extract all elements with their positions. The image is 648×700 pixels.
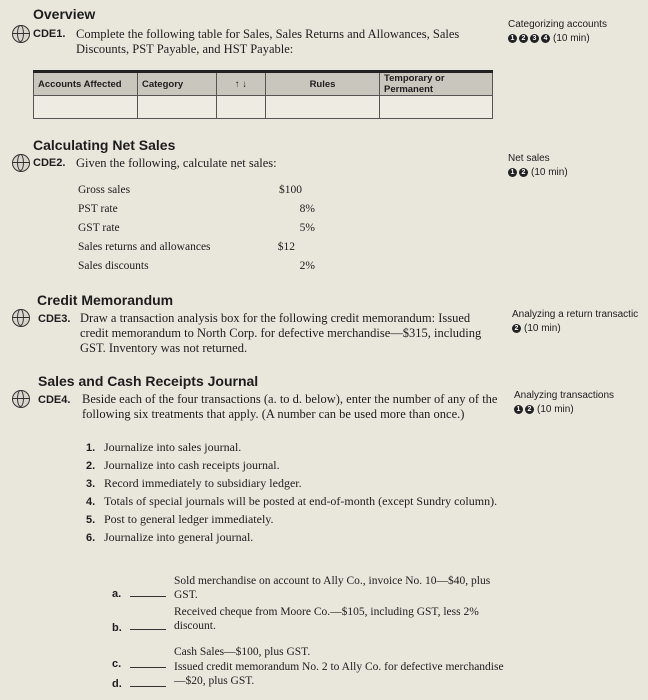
difficulty-dots	[512, 324, 521, 333]
cde1-side-title: Categorizing accounts	[508, 19, 607, 30]
cde1-code: CDE1.	[33, 28, 66, 40]
cde2-text: Given the following, calculate net sales:	[76, 156, 277, 170]
list-text: Journalize into general journal.	[104, 530, 254, 544]
cde2-code: CDE2.	[33, 157, 66, 169]
globe-icon	[12, 154, 30, 172]
answer-blank[interactable]	[130, 584, 166, 597]
transaction-letter: d.	[112, 678, 122, 690]
transaction-text: Sold merchandise on account to Ally Co., invoice No. 10—$40, plus GST.	[174, 575, 491, 601]
dot-icon: 1	[508, 34, 517, 43]
cde2-side-meta	[508, 166, 648, 179]
dot-icon: 4	[541, 34, 550, 43]
list-item	[86, 512, 506, 528]
cde4-time: (10 min)	[537, 404, 574, 415]
table-cell[interactable]	[380, 96, 493, 119]
list-number: 1.	[86, 442, 96, 454]
list-item	[86, 458, 506, 474]
net-row-value: 5%	[299, 222, 315, 234]
section-title-net-sales: Calculating Net Sales	[33, 137, 176, 153]
list-text: Journalize into sales journal.	[104, 440, 242, 454]
section-title-journal: Sales and Cash Receipts Journal	[38, 373, 259, 389]
transaction-text: Received cheque from Moore Co.—$105, including GST, less 2% discount.	[174, 606, 479, 632]
cde1-time: (10 min)	[553, 33, 590, 44]
net-row-label: PST rate	[78, 203, 118, 215]
list-text: Record immediately to subsidiary ledger.	[104, 476, 302, 490]
cde4-code: CDE4.	[38, 394, 71, 406]
difficulty-dots	[508, 34, 550, 43]
table-header: Temporary or Permanent	[380, 72, 493, 96]
net-row-label: Sales discounts	[78, 260, 149, 272]
cde4-side-title: Analyzing transactions	[514, 390, 615, 401]
treatment-list	[86, 440, 506, 548]
list-number: 6.	[86, 532, 96, 544]
cde1-side-meta	[508, 32, 648, 45]
dot-icon: 2	[519, 34, 528, 43]
table-cell[interactable]	[266, 96, 380, 119]
globe-icon	[12, 25, 30, 43]
transaction-letter: b.	[112, 622, 122, 634]
cde2-time: (10 min)	[531, 167, 568, 178]
cde1-text: Complete the following table for Sales, Sales Returns and Allowances, Sales Discounts, PST Payable, and HST Payable:	[76, 27, 460, 56]
net-row-label: GST rate	[78, 222, 120, 234]
table-row	[34, 96, 493, 119]
net-row-value: 8%	[299, 203, 315, 215]
dot-icon: 2	[525, 405, 534, 414]
cde3-text: Draw a transaction analysis box for the following credit memorandum: Issued credit memorandum to North Corp. for defective merchandise—$315, including GST. Inventory was not returned.	[80, 311, 482, 355]
dot-icon: 1	[508, 168, 517, 177]
dot-icon: 1	[514, 405, 523, 414]
list-item	[86, 440, 506, 456]
table-header: Rules	[266, 72, 380, 96]
list-number: 3.	[86, 478, 96, 490]
globe-icon	[12, 390, 30, 408]
answer-blank[interactable]	[130, 617, 166, 630]
net-row-label: Gross sales	[78, 184, 131, 196]
list-item	[86, 476, 506, 492]
list-text: Journalize into cash receipts journal.	[104, 458, 280, 472]
transaction-letter: a.	[112, 588, 122, 600]
list-item	[86, 494, 506, 510]
list-text: Post to general ledger immediately.	[104, 512, 274, 526]
difficulty-dots	[514, 405, 534, 414]
cde3-code: CDE3.	[38, 313, 71, 325]
table-header: Category	[138, 72, 217, 96]
cde3-time: (10 min)	[524, 323, 561, 334]
table-cell[interactable]	[138, 96, 217, 119]
list-number: 4.	[86, 496, 96, 508]
list-number: 5.	[86, 514, 96, 526]
net-row-value: 2%	[299, 260, 315, 272]
cde4-text: Beside each of the four transactions (a. to d. below), enter the number of any of the following six treatments that apply. (A number can be used more than once.)	[82, 392, 498, 421]
table-header: ↑ ↓	[217, 72, 266, 96]
table-header: Accounts Affected	[34, 72, 138, 96]
cde3-side-title: Analyzing a return transactic	[512, 309, 639, 320]
categorizing-table	[33, 70, 493, 119]
answer-blank[interactable]	[130, 655, 166, 668]
dot-icon: 2	[519, 168, 528, 177]
list-number: 2.	[86, 460, 96, 472]
list-item	[86, 530, 506, 546]
transaction-letter: c.	[112, 658, 122, 670]
table-header-row	[34, 72, 493, 96]
transaction-text: Cash Sales—$100, plus GST.	[174, 646, 311, 658]
answer-blank[interactable]	[130, 674, 166, 687]
table-cell[interactable]	[34, 96, 138, 119]
cde3-side-meta	[512, 322, 648, 335]
section-title-overview: Overview	[33, 6, 96, 22]
globe-icon	[12, 309, 30, 327]
dot-icon: 3	[530, 34, 539, 43]
difficulty-dots	[508, 168, 528, 177]
table-cell[interactable]	[217, 96, 266, 119]
dot-icon: 2	[512, 324, 521, 333]
list-text: Totals of special journals will be posted at end-of-month (except Sundry column).	[104, 494, 498, 508]
cde4-side-meta	[514, 403, 648, 416]
net-row-value: $100	[279, 184, 302, 196]
net-row-label: Sales returns and allowances	[78, 241, 211, 253]
section-title-credit-memo: Credit Memorandum	[37, 292, 174, 308]
transaction-text: Issued credit memorandum No. 2 to Ally Co. for defective merchandise—$20, plus GST.	[174, 661, 504, 687]
net-row-value: $12	[277, 241, 295, 253]
cde2-side-title: Net sales	[508, 153, 550, 164]
